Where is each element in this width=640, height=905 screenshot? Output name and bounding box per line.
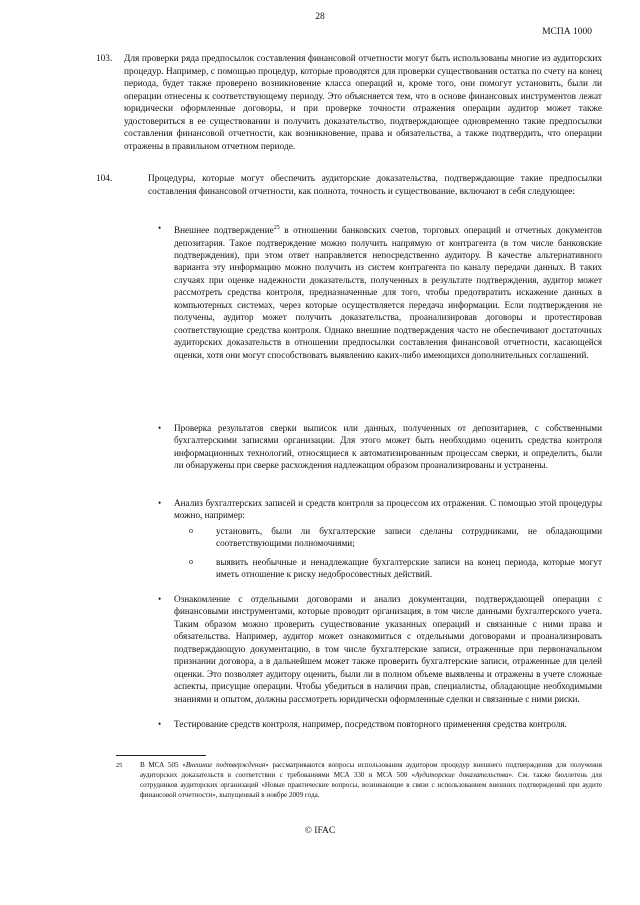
footnote-text: [140, 760, 602, 800]
bullet-text: Ознакомление с отдельными договорами и анализ документации, подтверждающей операции с финансовыми инструментами, которые проводит организация, в том числе данными бухгалтерского учета. Таким образом можно проверить существование указанных операций и связанные с ними права и обязательства. Например, аудитор может ознакомиться с отдельными договорами и проанализировать подтверждающую документацию, в том числе бухгалтерские записи, отраженные при первоначальном признании договора, а в дальнейшем может также проверить бухгалтерские записи, отраженные для целей оценки. Это позволяет аудитору оценить, были ли в полном объеме выявлены и отражены в учете сложные аспекты, присущие операции. Чтобы убедиться в наличии прав, специалисты, обладающие необходимыми знаниями и опытом, должны рассмотреть юридически оформленные сделки и связанные с ними риски.: [174, 594, 602, 704]
document-code: МСПА 1000: [542, 27, 592, 37]
bullet-marker: •: [158, 719, 162, 729]
subbullet-marker: o: [189, 526, 193, 535]
bullet-text: Проверка результатов сверки выписок или данных, полученных от депозитариев, с собственными бухгалтерскими записями организации. Для этого может быть необходимо оценить средства контроля информационных технологий, относящиеся к автоматизированным процессам сверки, и определить, были ли обнаружены при сверке расхождения надлежащим образом проанализированы и устранены.: [174, 423, 602, 471]
bullet-text: Анализ бухгалтерских записей и средств контроля за процессом их отражения. С помощью этой процедуры можно, например:: [174, 498, 602, 521]
footnote-separator: [116, 755, 206, 756]
subbullet-unauthorized-entries: [189, 525, 602, 550]
footnote-title-isa500: Аудиторские доказательства: [415, 771, 509, 780]
bullet-text: в отношении банковских счетов, торговых операций и отчетных документов депозитария. Такое подтверждение можно получить напрямую от контрагента (в том числе банковские подтверждения), при этом ответ направляется непосредственно аудитору. В качестве альтернативного варианта эту информацию можно получить из систем контрагента по каналу передачи данных. В таких случаях при оценке надежности доказательств, полученных в результате подтверждения, аудитор может рассмотреть средства контроля, предназначенные для того, чтобы предотвратить искажение данных в компьютерных системах, через которые осуществляется передача информации. Если подтверждения не получены, аудитор может получить доказательства, проанализировав договоры и протестировав соответствующие средства контроля. Однако внешние подтверждения часто не обеспечивают достаточных аудиторских доказательств в отношении предпосылки составления финансовой отчетности, касающейся оценки, хотя они могут способствовать выявлению каких-либо имеющихся дополнительных соглашений.: [174, 225, 602, 360]
subbullet-unusual-entries: [189, 556, 602, 581]
bullet-external-confirmation: [158, 222, 602, 361]
bullet-marker: •: [158, 594, 162, 604]
bullet-marker: •: [158, 498, 162, 508]
paragraph-103: [96, 53, 602, 153]
paragraph-number: 104.: [96, 174, 113, 184]
bullet-contract-review: [158, 593, 602, 705]
bullet-lead: Внешнее подтверждение: [174, 225, 274, 236]
footnote-reference: 25: [273, 225, 280, 231]
subbullet-text: установить, были ли бухгалтерские записи сделаны сотрудниками, не обладающими соответствующими полномочиями;: [216, 526, 602, 549]
subbullet-marker: o: [189, 557, 193, 566]
copyright-footer: © IFAC: [304, 826, 336, 836]
footnote-text-part: » рассматриваются вопросы использования аудитором процедур внешнего подтверждения для получения аудиторских доказательств в соответствии с требованиями МСА 330 и МСА 500 «: [140, 761, 602, 780]
paragraph-text: Для проверки ряда предпосылок составления финансовой отчетности могут быть использованы многие из аудиторских процедур. Например, с помощью процедур, которые проводятся для проверки существования остатка по счету на конец периода, будет также проверено возникновение класса операций и, кроме того, они помогут установить, были ли операции отнесены к соответствующему периоду. Это объясняется тем, что в основе финансовых инструментов лежат юридически оформленные договоры, и при проверке точности отражения операции аудитор может также удостовериться в ее существовании и получить доказательство, подтверждающее одновременно такие предпосылки составления финансовой отчетности, как возникновение, права и обязательства, а также подтвердить, что операции отражены в правильном отчетном периоде.: [124, 54, 602, 152]
bullet-text: Тестирование средств контроля, например, посредством повторного применения средства контроля.: [174, 719, 567, 729]
bullet-marker: •: [158, 423, 162, 433]
paragraph-104-intro: Процедуры, которые могут обеспечить аудиторские доказательства, подтверждающие такие предпосылки составления финансовой отчетности, как полнота, точность и существование, включают в себя следующее:: [148, 174, 602, 197]
page-number: 28: [315, 12, 325, 22]
footnote-text-part: В МСА 505 «: [140, 761, 186, 769]
footnote-number: 25: [116, 762, 123, 769]
bullet-controls-testing: [158, 718, 602, 730]
bullet-marker: •: [158, 223, 162, 233]
bullet-journal-analysis: [158, 497, 602, 522]
paragraph-number: 103.: [96, 54, 113, 64]
bullet-reconciliation: [158, 422, 602, 472]
subbullet-text: выявить необычные и ненадлежащие бухгалтерские записи на конец периода, которые могут иметь отношение к риску недобросовестных действий.: [216, 557, 602, 580]
footnote-text-part: ». См. также бюллетень для сотрудников аудиторских организаций «Новые практические вопросы, возникающие в связи с использованием внешних подтверждений при аудите финансовой отчетности», выпущенный в ноябре 2009 года.: [140, 771, 602, 800]
footnote-title-isa505: Внешние подтверждения: [185, 761, 266, 769]
